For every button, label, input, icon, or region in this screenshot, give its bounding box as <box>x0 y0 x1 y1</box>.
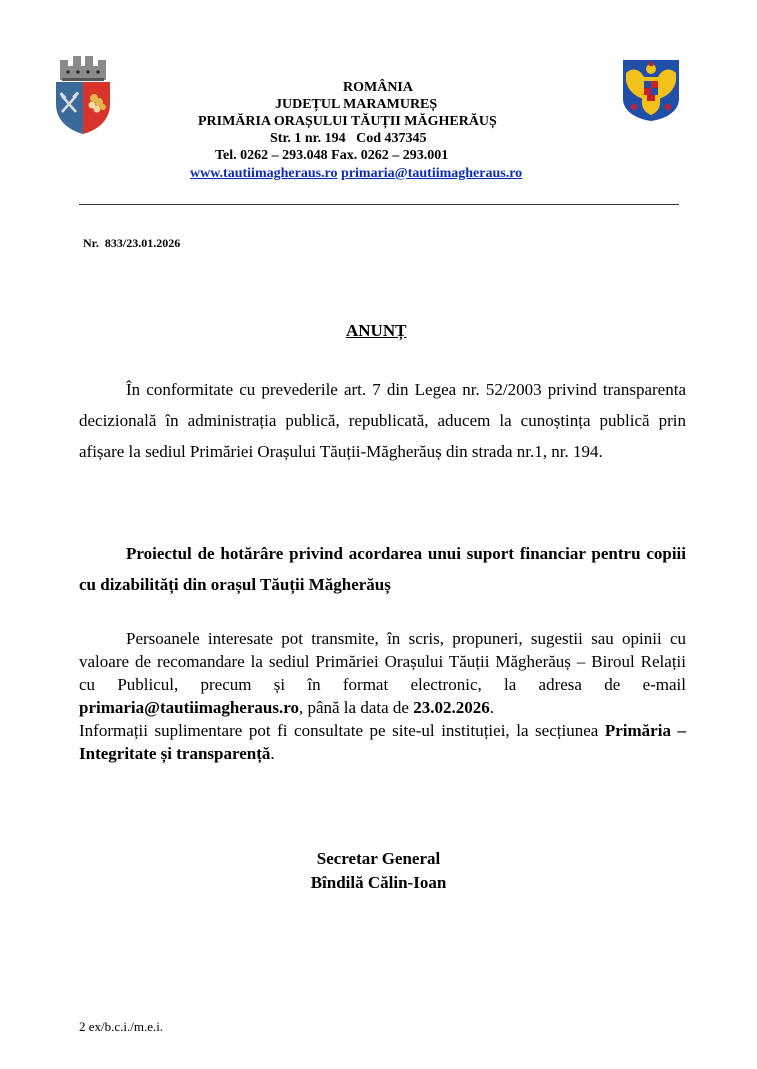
info-text: Informații suplimentare pot fi consultate pe site-ul instituției, la secțiunea <box>79 721 605 740</box>
header-country: ROMÂNIA <box>343 80 413 95</box>
document-number: Nr. 833/23.01.2026 <box>83 236 181 250</box>
header-contact: Tel. 0262 – 293.048 Fax. 0262 – 293.001 <box>215 148 449 163</box>
details-deadline: 23.02.2026 <box>413 698 490 717</box>
header-address: Str. 1 nr. 194 Cod 437345 <box>270 131 427 146</box>
info-end: . <box>270 744 275 763</box>
website-link[interactable]: www.tautiimagheraus.ro <box>190 166 338 181</box>
details-text-2: , până la data de <box>298 698 414 717</box>
details-paragraph <box>79 627 686 719</box>
header-institution: PRIMĂRIA ORAȘULUI TĂUȚII MĂGHERĂUȘ <box>198 114 497 129</box>
header-divider <box>79 204 679 205</box>
info-paragraph <box>79 719 686 765</box>
details-text-1: Persoanele interesate pot transmite, în scris, propuneri, sugestii sau opinii cu valoare de recomandare la sediul Primăriei Orașului Tăuții Măgherăuș – Biroul Relații cu Publicul, precum și în format electronic, la adresa de e-mail <box>79 629 686 694</box>
project-title <box>79 538 686 600</box>
document-title: ANUNȚ <box>346 321 407 340</box>
email-link[interactable]: primaria@tautiimagheraus.ro <box>341 166 523 181</box>
intro-paragraph <box>79 374 686 467</box>
info-section: Primăria – Integritate și transparență <box>79 721 686 763</box>
header-links <box>190 166 522 182</box>
intro-text: În conformitate cu prevederile art. 7 din Legea nr. 52/2003 privind transparenta decizională în administrația publică, republicată, aducem la cunoștința publică prin afișare la sediul Primăriei Orașului Tăuții-Măgherăuș din strada nr.1, nr. 194. <box>79 380 686 461</box>
details-email: primaria@tautiimagheraus.ro <box>79 698 299 717</box>
town-coat-of-arms-icon <box>52 54 114 136</box>
details-text-3: . <box>489 698 494 717</box>
signature-name: Bîndilă Călin-Ioan <box>310 873 447 892</box>
romania-coat-of-arms-icon <box>622 59 680 121</box>
footer-note: 2 ex/b.c.i./m.e.i. <box>79 1019 164 1034</box>
header-county: JUDEȚUL MARAMUREȘ <box>275 97 438 112</box>
signature-role: Secretar General <box>316 849 441 868</box>
project-text: Proiectul de hotărâre privind acordarea unui suport financiar pentru copiii cu dizabilități din orașul Tăuții Măgherăuș <box>79 544 686 594</box>
